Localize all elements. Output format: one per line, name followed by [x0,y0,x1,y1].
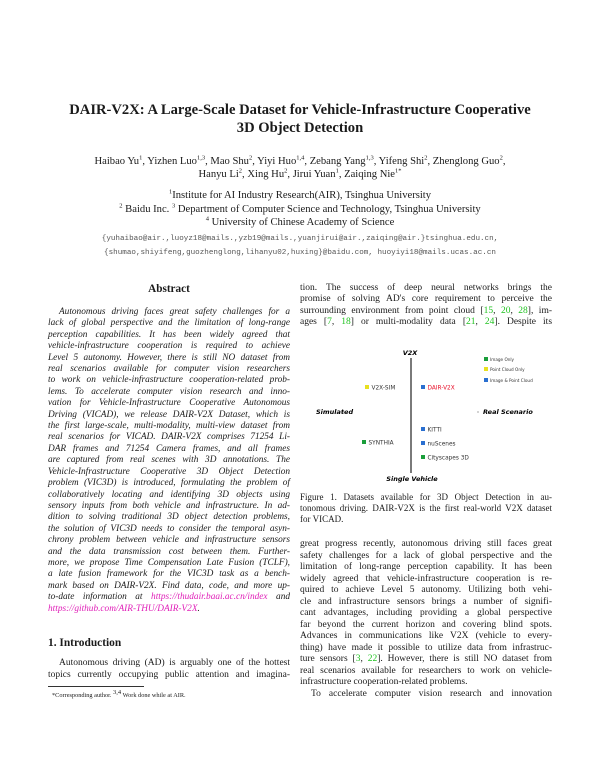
superscript: 1 [335,167,339,175]
text-run: sensory inputs from both vehicle and infrastructure. In ad- [48,500,290,511]
text-run: Institute for AI Industry Research(AIR), Tsinghua University [172,190,432,201]
dataset-label: DAIR-V2X [427,385,455,392]
superscript: 2 [499,154,503,162]
text-line [48,432,290,443]
text-run: the first large-scale, multi-modality, multi-view dataset from [48,421,290,432]
text-line [300,514,552,525]
text-run: collaboratively locating and identifying 3D objects using [48,489,290,500]
text-line [300,597,552,609]
citation-link[interactable]: 18 [341,317,351,328]
superscript: 4 [205,215,209,223]
text-run: Advances in communications like V2X (vehicle to every- [300,631,552,641]
text-run: the solution of VIC3D needs to consider the temporal asyn- [48,523,290,534]
text-run: . [197,603,200,614]
text-run: surrounding environment from point cloud [ [300,305,484,316]
dataset-points [362,385,469,461]
text-line [0,189,600,203]
right-column-body [300,539,552,700]
text-run: , Zebang Yang [304,156,366,167]
text-line [48,341,290,352]
superscript: 1,4 [296,154,305,162]
legend-label: Image & Point Cloud [490,377,533,383]
dataset-marker [421,441,425,445]
text-line [300,585,552,597]
dataset-marker [421,385,425,389]
text-run: Haibao Yu [94,156,140,167]
text-run: infrastructure cooperation-related problems. [300,677,468,687]
text-run: vation for Vehicle-Infrastructure Cooperative Autonomous [48,398,290,409]
text-line [48,444,290,455]
text-run: ]. However, there is still NO dataset from [377,654,553,664]
text-run: , [360,654,368,664]
abstract-heading: Abstract [148,283,190,295]
text-line [48,490,290,501]
text-line [300,689,552,701]
text-line [48,501,290,512]
axis-label-real-scenario: Real Scenario [483,408,533,416]
text-line [300,654,552,666]
text-line [48,364,290,375]
url-link[interactable]: https://github.com/AIR-THU/DAIR-V2X [48,603,198,614]
text-line [48,398,290,409]
text-run: to-date information at [48,592,152,603]
dataset-label: KITTI [427,427,442,434]
dataset-marker [421,427,425,431]
text-line [300,643,552,655]
text-run: safety challenges for a lack of global perspective and the [300,550,552,561]
footnote [52,688,186,700]
dataset-marker [362,440,366,444]
text-run: Hanyu Li [198,169,239,180]
text-run: DAR frames and 71254 Camera frames, and all frames [48,443,290,454]
text-line [48,535,290,546]
text-run: *Corresponding author. [52,692,114,699]
text-run: real scenarios available for computer vision researchers [48,364,290,375]
superscript: 1 [139,154,143,162]
text-line [300,562,552,574]
text-run: Autonomous driving faces great safety challenges for a [59,307,290,317]
legend-label: Point Cloud Only [490,366,525,372]
citation-link[interactable]: 22 [367,654,378,664]
text-line [0,203,600,217]
citation-link[interactable]: 15 [483,305,494,316]
superscript: 3 [171,202,176,210]
superscript: 1* [395,167,402,175]
text-run: ] or multi-modality data [ [350,317,466,328]
superscript: 2 [248,154,253,162]
dataset-label: nuScenes [427,441,456,448]
text-run: ], im- [527,305,553,316]
text-run: tion. The success of deep neural networks brings the [300,283,552,293]
text-run: a late fusion framework for the VIC3D task as a bench- [48,569,290,580]
text-run: mark based on DAIR-V2X. Find data, code, and more up- [48,580,290,591]
text-run: vehicle-infrastructure cooperation is required to achieve [48,341,290,352]
email-line: {yuhaibao@air.,luoyz18@mails.,yzb19@mails.,yuanjirui@air.,zaiqing@air.}tsinghua.edu.cn, [101,235,499,243]
legend-swatch [484,357,488,361]
text-run: dition to solving traditional 3D object detection problems, [48,512,290,523]
text-line [48,353,290,364]
right-column-top-text [300,283,552,329]
citation-link[interactable]: 20 [500,305,511,316]
text-line [48,558,290,569]
citation-link[interactable]: 7 [327,317,332,328]
text-run: Vehicle-Infrastructure Cooperative 3D Object Detection [48,466,290,477]
text-line [300,306,552,317]
text-run: , [493,305,501,316]
text-run: , [475,317,485,328]
superscript: 1 [168,188,173,196]
citation-link[interactable]: 24 [484,317,495,328]
text-line [300,608,552,620]
text-run: , Yiyi Huo [252,156,297,167]
text-run: and the data transmission cost between them. Further- [48,546,290,557]
text-line [48,478,290,489]
legend-label: Image Only [490,356,515,362]
text-run: Figure 1. Datasets available for 3D Object Detection in au- [300,492,552,502]
citation-link[interactable]: 21 [465,317,476,328]
text-line [48,669,290,681]
text-run: Work done while at AIR. [121,692,186,699]
text-run: Level 5 autonomy. However, there is still NO dataset from [48,352,290,363]
text-run: real scenarios available for researchers to work on vehicle- [300,665,552,676]
text-run: , [502,156,506,167]
text-run: University of Chinese Academy of Science [208,217,395,229]
text-run: are captured from real scenes with 3D annotations. The [48,455,290,466]
text-line [300,620,552,632]
text-run: more, we propose Time Compensation Late Fusion (TCLF), [48,557,290,568]
text-line [300,317,552,328]
text-run: Department of Computer Science and Technology, Tsinghua University [175,203,481,215]
axis-tick-right [477,411,478,412]
dataset-label: V2X-SIM [371,385,396,392]
axis-label-simulated: Simulated [316,408,354,416]
legend [484,357,533,383]
text-run: lems. To accelerate computer vision research and inno- [48,386,290,397]
email-line: {shumao,shiyifeng,guozhenglong,lihanyu02,huxing}@baidu.com, huoyiyi18@mails.ucas.ac.cn [104,249,496,257]
text-run: ]. Despite its [494,317,553,328]
axis-label-v2x: V2X [402,349,418,357]
text-run: Driving (VICAD), we release DAIR-V2X Dataset, which is [48,409,290,420]
affiliations [0,189,600,230]
text-line [48,569,290,580]
text-line [48,592,290,603]
dataset-marker [365,385,369,389]
text-line [48,387,290,398]
text-run: limitation of long-range perception capability. It has been [300,562,552,572]
text-run: far beyond the current horizon and covering blind spots. [300,619,552,630]
text-run: , Mao Shu [205,156,249,167]
text-run: , Zhenglong Guo [427,156,500,167]
text-line [300,551,552,563]
title-line: 3D Object Detection [236,120,364,136]
text-line [300,503,552,514]
author-emails [0,232,600,260]
text-run: quired to achieve Level 5 autonomy. Utilizing both vehi- [300,585,552,595]
text-line [48,467,290,478]
text-line [300,677,552,689]
text-line [0,168,600,181]
text-run: topics currently occupying public attention and imagina- [48,670,290,681]
text-run: for VICAD. [300,513,344,524]
text-run: ture sensors [ [300,654,356,664]
introduction-heading: 1. Introduction [48,637,122,649]
superscript: 3,4 [113,688,122,696]
author-list [0,155,600,181]
text-run: tonomous driving. DAIR-V2X is the first real-world V2X dataset [300,502,552,513]
text-run: , [331,317,342,328]
paper-title [0,101,600,137]
text-run: , [510,305,519,316]
text-line [48,318,290,329]
text-line [300,283,552,294]
text-run: perception capabilities. It has been widely agreed that [48,329,290,340]
text-run: problem (VIC3D) is introduced, formulating the problem of [48,478,290,489]
figure-caption [300,492,552,524]
text-line [300,492,552,503]
text-run: , Yizhen Luo [142,156,197,167]
text-line [300,539,552,551]
text-line [48,410,290,421]
title-line: DAIR-V2X: A Large-Scale Dataset for Vehicle-Infrastructure Cooperative [69,102,531,118]
figure-1-diagram [300,340,560,485]
text-line [48,657,290,669]
text-run: Baidu Inc. [122,203,172,215]
text-line [48,307,290,318]
text-run: lack of global perspective and the limitation of long-range [48,318,290,329]
superscript: 2 [284,167,288,175]
text-run: chrony problem between vehicle and infrastructure sensors [48,535,290,546]
text-run: , Jirui Yuan [287,169,336,180]
text-run: to work on vehicle-infrastructure cooperation-related prob- [48,375,290,386]
text-line [48,512,290,523]
text-line [48,375,290,386]
dataset-label: Cityscapes 3D [427,455,469,462]
text-line [48,421,290,432]
citation-link[interactable]: 28 [518,305,528,316]
superscript: 2 [119,202,123,210]
text-line [48,604,290,615]
axis-label-single-vehicle: Single Vehicle [386,475,438,483]
text-run: and [267,592,290,603]
text-line [48,581,290,592]
superscript: 2 [238,167,243,175]
text-run: , Xing Hu [242,169,285,180]
legend-swatch [484,367,488,371]
introduction-body [48,657,290,682]
text-line [300,666,552,678]
footnote-divider [48,686,144,687]
url-link[interactable]: https://thudair.baai.ac.cn/index [151,592,268,603]
text-line [0,155,600,168]
dataset-marker [421,455,425,459]
text-line [48,455,290,466]
text-run: ages [ [300,317,328,328]
text-run: thing) have made it possible to utilize data from infrastruc- [300,642,552,653]
text-line [48,330,290,341]
superscript: 1,3 [196,154,206,162]
text-run: , Zaiqing Nie [338,169,396,180]
legend-swatch [484,378,488,382]
citation-link[interactable]: 3 [355,654,361,664]
text-run: real scenarios for VICAD. DAIR-V2X comprises 71254 Li- [48,432,290,443]
text-run: widely agreed that vehicle-infrastructure cooperation is re- [300,573,552,584]
text-line [300,631,552,643]
abstract-body [48,307,290,615]
text-run: cant advantages, including providing a global perspective [300,608,552,618]
text-run: To accelerate computer vision research and innovation [311,688,552,699]
text-run: great progress recently, autonomous driving still faces great [300,539,552,549]
text-line [0,216,600,230]
text-run: cle and infrastructure sensors brings a number of signifi- [300,596,552,607]
text-line [48,547,290,558]
superscript: 1,3 [365,154,374,162]
text-line [300,294,552,305]
superscript: 2 [424,154,428,162]
text-run: Autonomous driving (AD) is arguably one of the hottest [59,658,290,668]
text-run: , Yifeng Shi [373,156,425,167]
text-run: promise of solving AD's core requirement to perceive the [300,294,552,305]
text-line [300,574,552,586]
text-line [48,524,290,535]
dataset-label: SYNTHIA [368,440,394,447]
